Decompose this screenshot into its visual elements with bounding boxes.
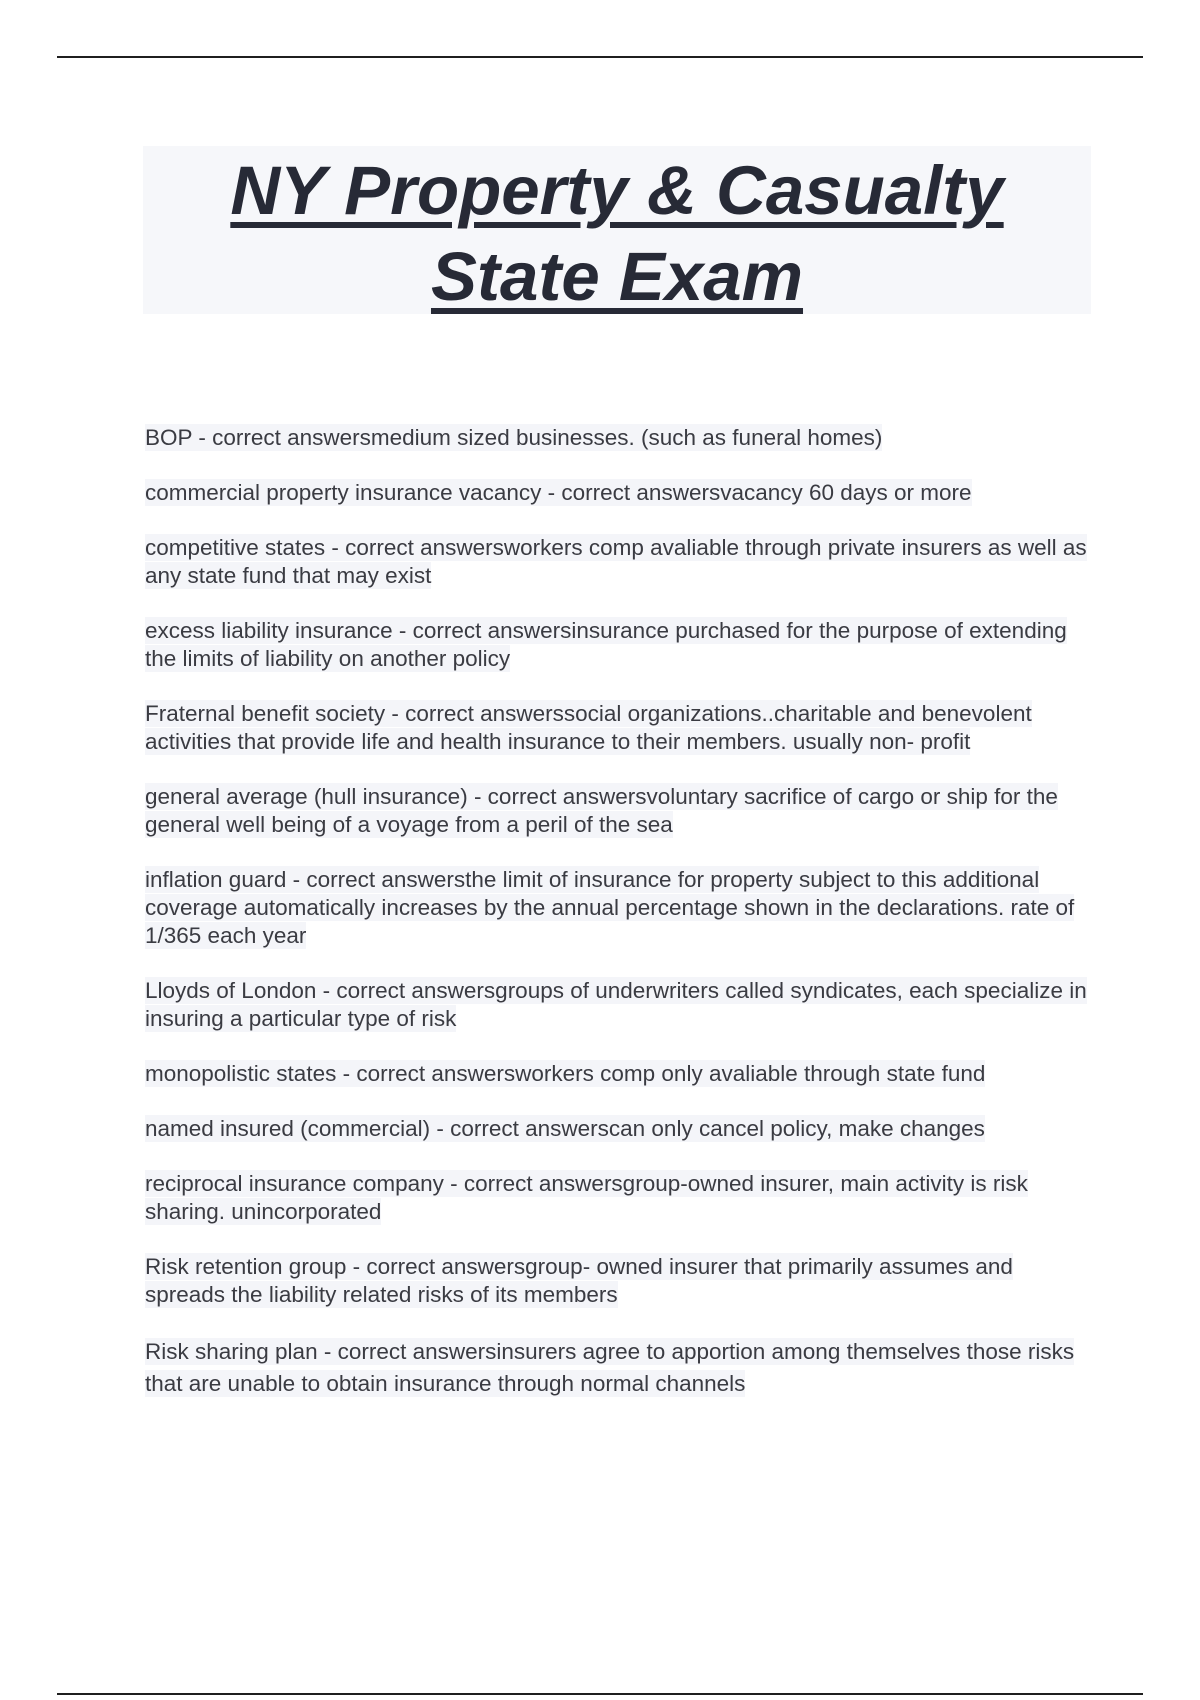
- flashcard-entry: [145, 1060, 1095, 1088]
- entry-text: general average (hull insurance) - correct answersvoluntary sacrifice of cargo or ship for the general well being of a voyage from a peril of the sea: [145, 784, 1058, 837]
- flashcard-entry: [145, 479, 1095, 507]
- entry-text: inflation guard - correct answersthe limit of insurance for property subject to this additional coverage automatically increases by the annual percentage shown in the declarations. rate of 1/365 each year: [145, 867, 1075, 948]
- flashcard-list: [145, 424, 1095, 1427]
- title-line-2: State Exam: [430, 238, 804, 315]
- flashcard-entry: [145, 1336, 1095, 1400]
- bottom-rule: [57, 1693, 1143, 1695]
- title-block: [143, 146, 1091, 314]
- page-title: [143, 146, 1091, 320]
- entry-text: Lloyds of London - correct answersgroups of underwriters called syndicates, each specialize in insuring a particular type of risk: [145, 978, 1087, 1031]
- top-rule: [57, 56, 1143, 58]
- flashcard-entry: [145, 1253, 1095, 1309]
- entry-text: named insured (commercial) - correct answerscan only cancel policy, make changes: [145, 1116, 985, 1141]
- flashcard-entry: [145, 1170, 1095, 1226]
- entry-text: monopolistic states - correct answersworkers comp only avaliable through state fund: [145, 1061, 986, 1086]
- flashcard-entry: [145, 977, 1095, 1033]
- flashcard-entry: [145, 534, 1095, 590]
- entry-text: excess liability insurance - correct answersinsurance purchased for the purpose of extending the limits of liability on another policy: [145, 618, 1067, 671]
- flashcard-entry: [145, 424, 1095, 452]
- entry-text: commercial property insurance vacancy - correct answersvacancy 60 days or more: [145, 480, 972, 505]
- flashcard-entry: [145, 783, 1095, 839]
- entry-text: Fraternal benefit society - correct answerssocial organizations..charitable and benevolent activities that provide life and health insurance to their members. usually non- profit: [145, 701, 1032, 754]
- entry-text: Risk retention group - correct answersgroup- owned insurer that primarily assumes and spreads the liability related risks of its members: [145, 1254, 1013, 1307]
- flashcard-entry: [145, 617, 1095, 673]
- entry-text: competitive states - correct answersworkers comp avaliable through private insurers as well as any state fund that may exist: [145, 535, 1087, 588]
- entry-text: BOP - correct answersmedium sized businesses. (such as funeral homes): [145, 425, 883, 450]
- entry-text: Risk sharing plan - correct answersinsurers agree to apportion among themselves those risks that are unable to obtain insurance through normal channels: [145, 1339, 1075, 1396]
- flashcard-entry: [145, 1115, 1095, 1143]
- flashcard-entry: [145, 700, 1095, 756]
- title-line-1: NY Property & Casualty: [230, 152, 1004, 229]
- entry-text: reciprocal insurance company - correct answersgroup-owned insurer, main activity is risk sharing. unincorporated: [145, 1171, 1028, 1224]
- flashcard-entry: [145, 866, 1095, 950]
